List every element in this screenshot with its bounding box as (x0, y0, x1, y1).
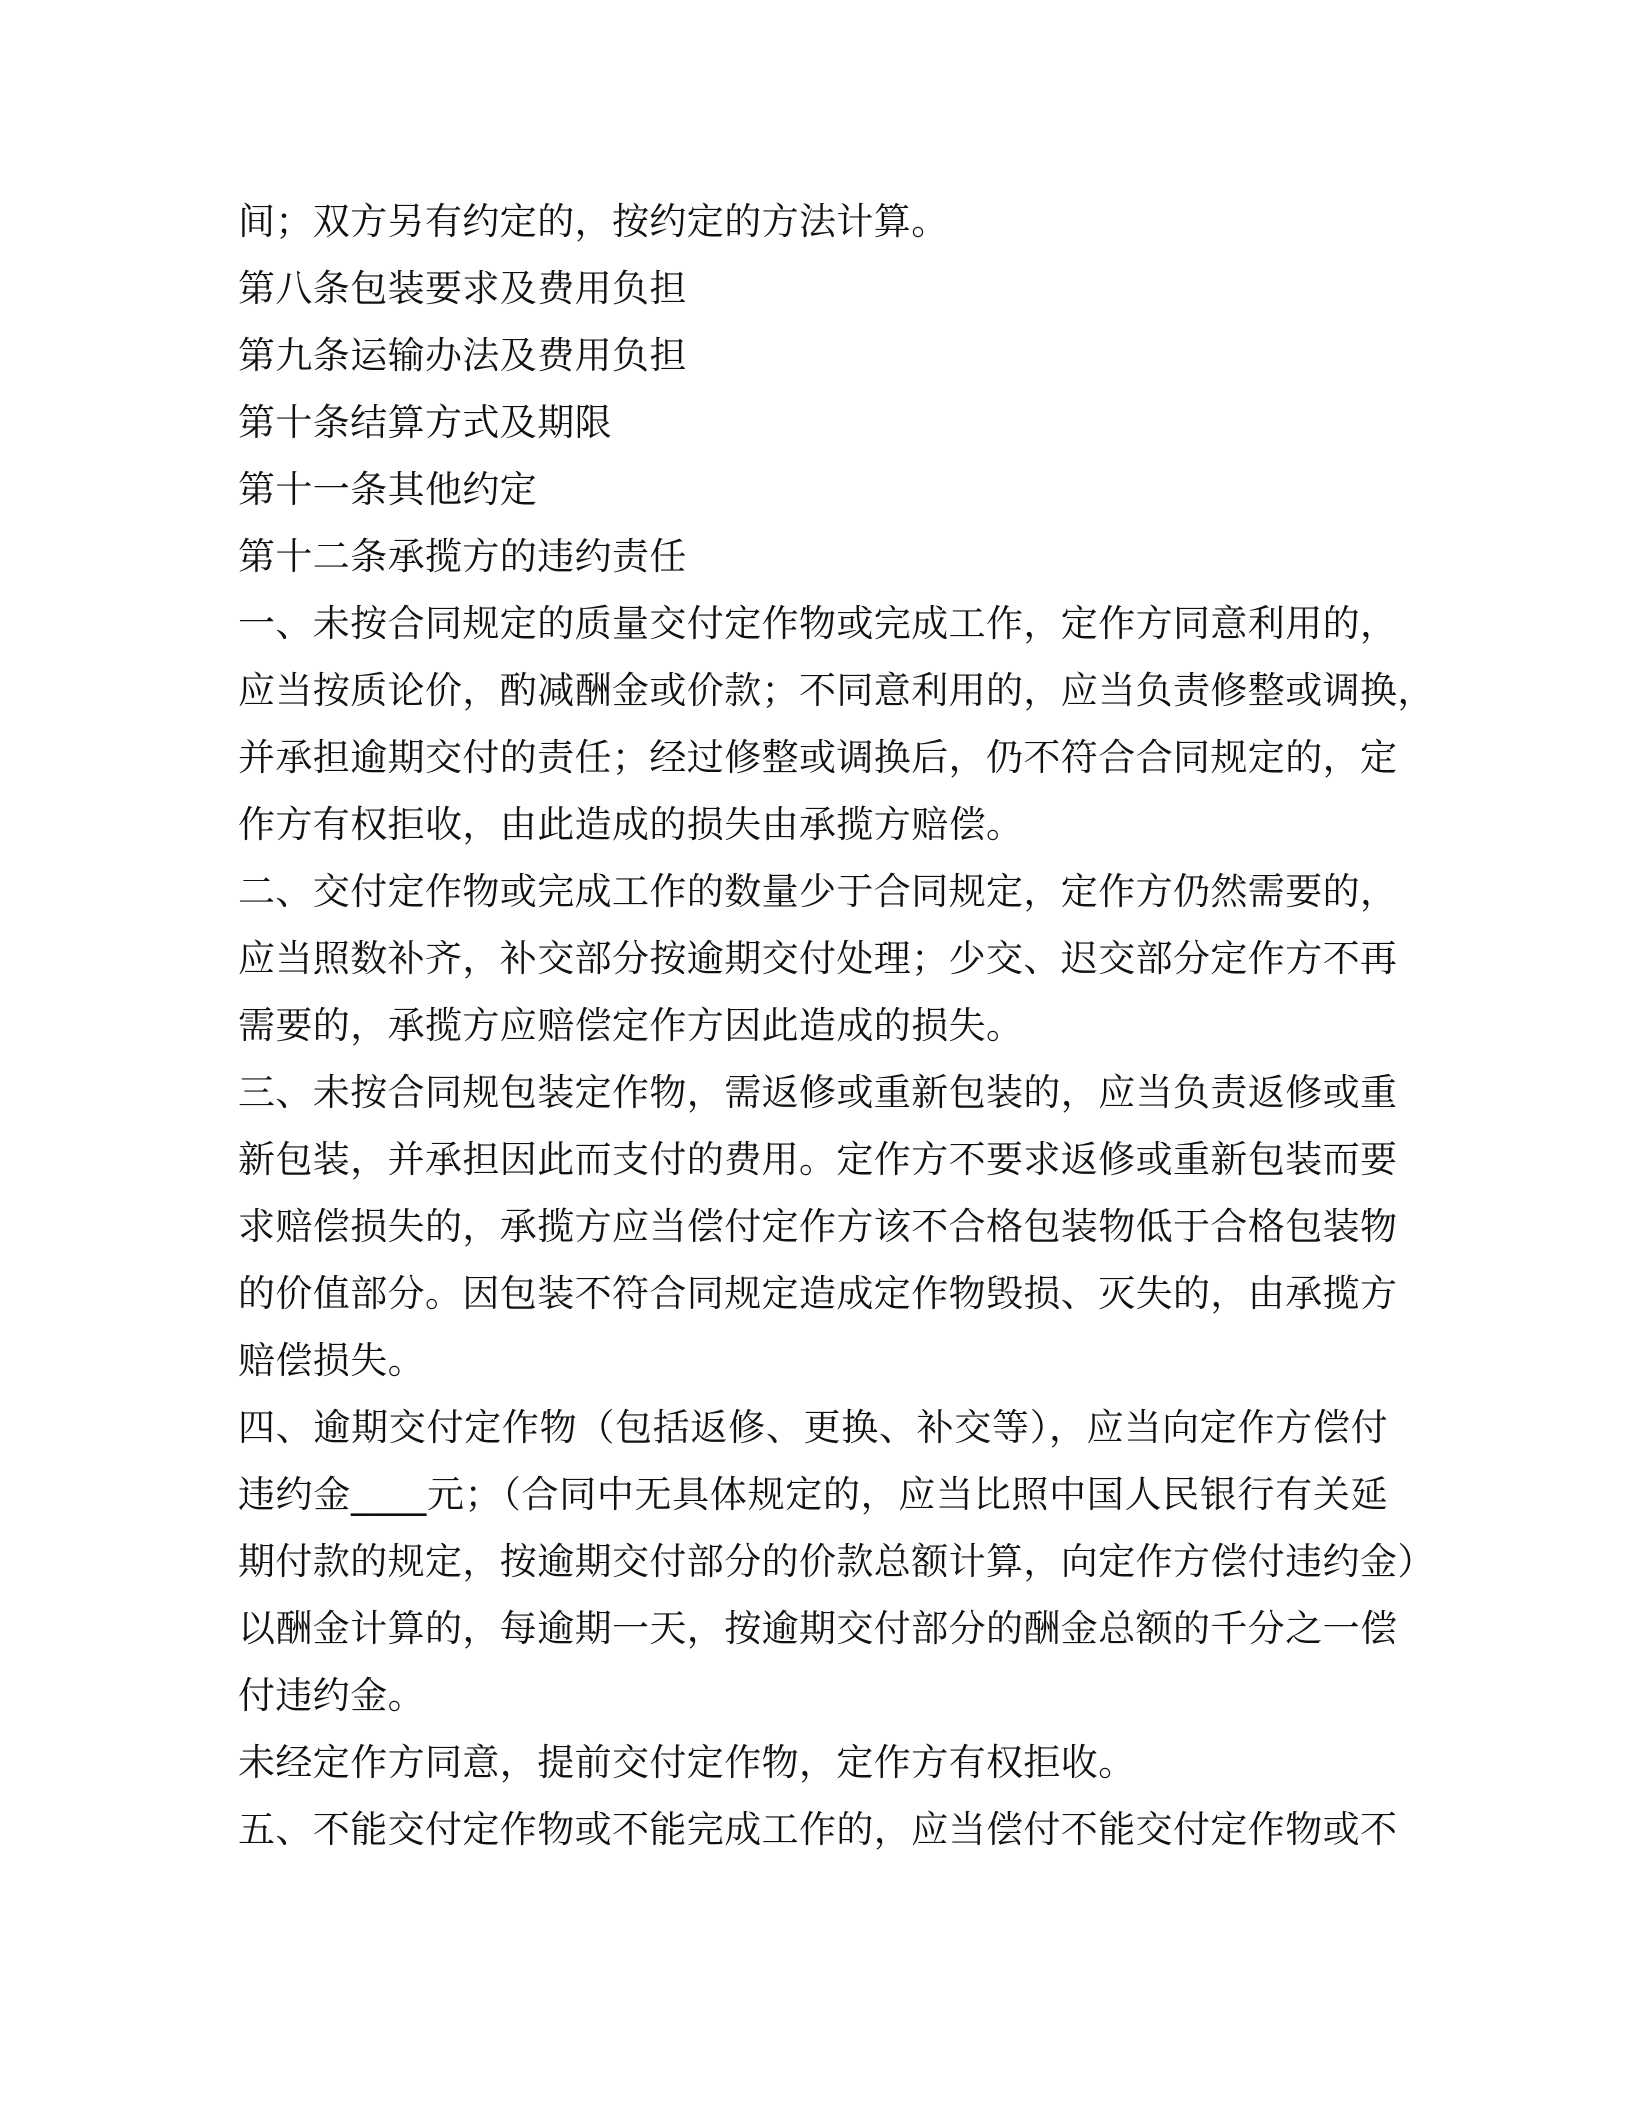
text-line-12: 应当照数补齐，补交部分按逾期交付处理；少交、迟交部分定作方不再 (238, 937, 1398, 980)
text-line-13: 需要的，承揽方应赔偿定作方因此造成的损失。 (238, 1004, 1024, 1047)
article-10-heading: 第十条结算方式及期限 (238, 401, 612, 444)
text-line-10: 作方有权拒收，由此造成的损失由承揽方赔偿。 (238, 803, 1024, 846)
text-line-9: 并承担逾期交付的责任；经过修整或调换后，仍不符合合同规定的，定 (238, 736, 1398, 779)
text-line-20: 违约金____元；（合同中无具体规定的，应当比照中国人民银行有关延 (238, 1473, 1388, 1516)
article-12-heading: 第十二条承揽方的违约责任 (238, 535, 687, 578)
text-line-21: 期付款的规定，按逾期交付部分的价款总额计算，向定作方偿付违约金） (238, 1540, 1435, 1583)
text-line-24: 未经定作方同意，提前交付定作物，定作方有权拒收。 (238, 1741, 1136, 1784)
text-line-16: 求赔偿损失的，承揽方应当偿付定作方该不合格包装物低于合格包装物 (238, 1205, 1398, 1248)
text-line-18: 赔偿损失。 (238, 1339, 425, 1382)
text-line-22: 以酬金计算的，每逾期一天，按逾期交付部分的酬金总额的千分之一偿 (238, 1607, 1398, 1650)
text-line-17: 的价值部分。因包装不符合同规定造成定作物毁损、灭失的，由承揽方 (238, 1272, 1398, 1315)
article-9-heading: 第九条运输办法及费用负担 (238, 334, 687, 377)
text-line-15: 新包装，并承担因此而支付的费用。定作方不要求返修或重新包装而要 (238, 1138, 1398, 1181)
text-line-1: 间；双方另有约定的，按约定的方法计算。 (238, 200, 949, 243)
document-body (238, 188, 1435, 1863)
text-line-23: 付违约金。 (238, 1674, 425, 1717)
text-line-25: 五、不能交付定作物或不能完成工作的，应当偿付不能交付定作物或不 (238, 1808, 1398, 1851)
article-11-heading: 第十一条其他约定 (238, 468, 538, 511)
text-line-8: 应当按质论价，酌减酬金或价款；不同意利用的，应当负责修整或调换， (238, 669, 1435, 712)
text-line-14: 三、未按合同规包装定作物，需返修或重新包装的，应当负责返修或重 (238, 1071, 1398, 1114)
article-8-heading: 第八条包装要求及费用负担 (238, 267, 687, 310)
text-line-11: 二、交付定作物或完成工作的数量少于合同规定，定作方仍然需要的， (238, 870, 1398, 913)
text-line-19: 四、逾期交付定作物（包括返修、更换、补交等），应当向定作方偿付 (238, 1406, 1388, 1449)
text-line-7: 一、未按合同规定的质量交付定作物或完成工作，定作方同意利用的， (238, 602, 1398, 645)
